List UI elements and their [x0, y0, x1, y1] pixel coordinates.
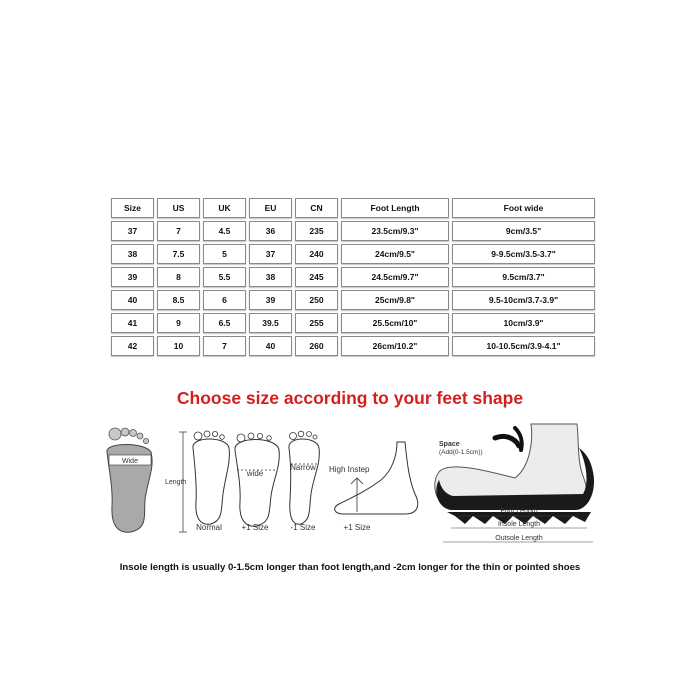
cell-foot-wide: 9cm/3.5"	[452, 221, 595, 241]
cell-foot-wide: 10cm/3.9"	[452, 313, 595, 333]
cell-foot-length: 25.5cm/10"	[341, 313, 449, 333]
cell-eu: 39	[249, 290, 292, 310]
header-size: Size	[111, 198, 154, 218]
shoe-cross-section-illustration	[435, 424, 594, 542]
table-row	[111, 313, 595, 333]
cell-foot-wide: 10-10.5cm/3.9-4.1"	[452, 336, 595, 356]
cell-uk: 4.5	[203, 221, 246, 241]
wide-size-caption: +1 Size	[241, 523, 269, 532]
header-eu: EU	[249, 198, 292, 218]
footnote: Insole length is usually 0-1.5cm longer than foot length,and -2cm longer for the thin or pointed shoes	[119, 562, 581, 573]
cell-foot-length: 26cm/10.2"	[341, 336, 449, 356]
cell-foot-wide: 9.5cm/3.7"	[452, 267, 595, 287]
table-row	[111, 290, 595, 310]
length-marker	[165, 432, 187, 532]
space-sub-label: (Add(0-1.5cm))	[439, 449, 483, 456]
cell-us: 8	[157, 267, 200, 287]
cell-size: 42	[111, 336, 154, 356]
cell-eu: 38	[249, 267, 292, 287]
header-us: US	[157, 198, 200, 218]
cell-us: 10	[157, 336, 200, 356]
headline: Choose size according to your feet shape	[176, 388, 524, 408]
cell-uk: 6	[203, 290, 246, 310]
length-label: Length	[165, 479, 187, 486]
sole-wide-label: Wide	[122, 458, 138, 465]
cell-size: 38	[111, 244, 154, 264]
cell-cn: 245	[295, 267, 338, 287]
cell-us: 9	[157, 313, 200, 333]
cell-size: 37	[111, 221, 154, 241]
cell-uk: 7	[203, 336, 246, 356]
cell-foot-length: 23.5cm/9.3"	[341, 221, 449, 241]
wide-label: wide	[246, 469, 264, 478]
cell-size: 40	[111, 290, 154, 310]
table-header-row	[111, 198, 595, 218]
cell-size: 41	[111, 313, 154, 333]
cell-eu: 39.5	[249, 313, 292, 333]
cell-cn: 260	[295, 336, 338, 356]
instep-label: High Instep	[329, 465, 370, 474]
sole-illustration	[107, 428, 152, 532]
cell-cn: 240	[295, 244, 338, 264]
table-row	[111, 336, 595, 356]
narrow-foot-illustration	[289, 431, 319, 532]
cell-foot-length: 25cm/9.8"	[341, 290, 449, 310]
header-uk: UK	[203, 198, 246, 218]
cell-us: 8.5	[157, 290, 200, 310]
narrow-label: Narrow	[290, 463, 316, 472]
header-cn: CN	[295, 198, 338, 218]
high-instep-illustration	[329, 442, 418, 532]
cell-us: 7	[157, 221, 200, 241]
narrow-size-caption: -1 Size	[290, 523, 316, 532]
cell-eu: 40	[249, 336, 292, 356]
cell-us: 7.5	[157, 244, 200, 264]
cell-foot-length: 24cm/9.5"	[341, 244, 449, 264]
cell-uk: 6.5	[203, 313, 246, 333]
cell-cn: 255	[295, 313, 338, 333]
cell-cn: 235	[295, 221, 338, 241]
foot-shape-diagram	[95, 420, 615, 550]
cell-foot-wide: 9.5-10cm/3.7-3.9"	[452, 290, 595, 310]
outsole-length-label: Outsole Length	[495, 535, 543, 542]
cell-uk: 5.5	[203, 267, 246, 287]
cell-eu: 37	[249, 244, 292, 264]
insole-length-label: Insole Length	[497, 521, 541, 528]
cell-eu: 36	[249, 221, 292, 241]
header-foot-length: Foot Length	[341, 198, 449, 218]
header-foot-wide: Foot wide	[452, 198, 595, 218]
normal-label: Normal	[196, 523, 222, 532]
instep-size-caption: +1 Size	[343, 523, 371, 532]
cell-foot-length: 24.5cm/9.7"	[341, 267, 449, 287]
wide-foot-illustration	[235, 433, 279, 532]
cell-foot-wide: 9-9.5cm/3.5-3.7"	[452, 244, 595, 264]
table-row	[111, 221, 595, 241]
cell-cn: 250	[295, 290, 338, 310]
cell-uk: 5	[203, 244, 246, 264]
normal-foot-illustration	[193, 431, 229, 532]
foot-length-label: Foot Length	[500, 508, 538, 515]
space-label: Space	[439, 441, 460, 448]
table-row	[111, 244, 595, 264]
table-row	[111, 267, 595, 287]
size-chart-table	[108, 195, 598, 359]
cell-size: 39	[111, 267, 154, 287]
